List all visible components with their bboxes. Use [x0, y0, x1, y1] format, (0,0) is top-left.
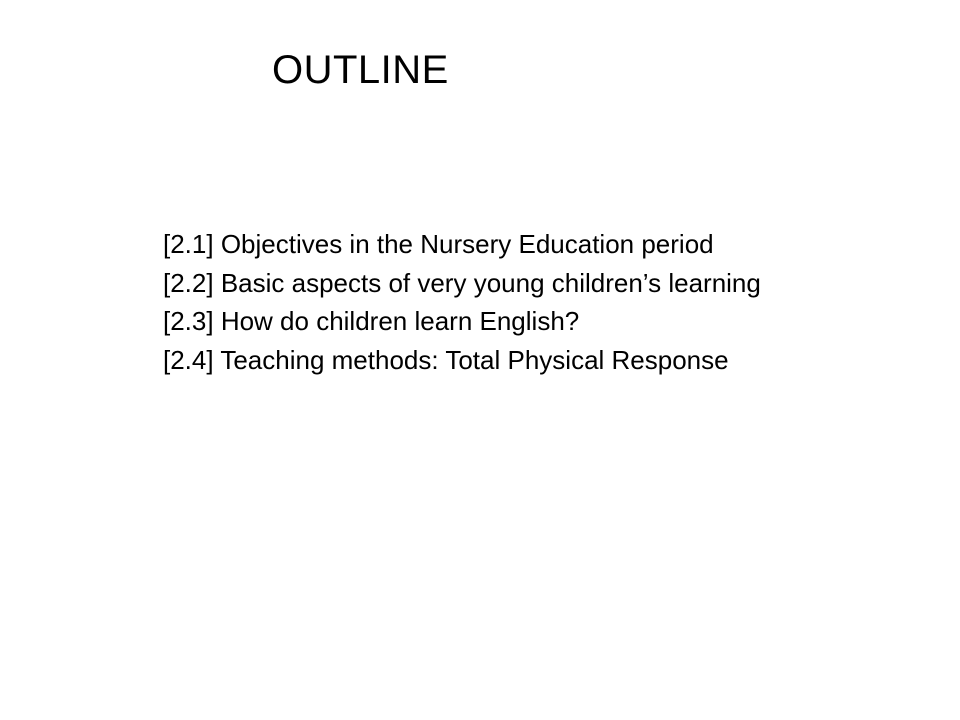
outline-item-2-1: [2.1] Objectives in the Nursery Education period: [163, 229, 714, 259]
outline-list: [163, 225, 763, 379]
outline-item-2-4: [2.4] Teaching methods: Total Physical Response: [163, 344, 729, 375]
slide-title: OUTLINE: [272, 48, 449, 92]
outline-item-2-2: [2.2] Basic aspects of very young children’s learning: [163, 267, 761, 298]
outline-item-2-3: [2.3] How do children learn English?: [163, 306, 580, 336]
